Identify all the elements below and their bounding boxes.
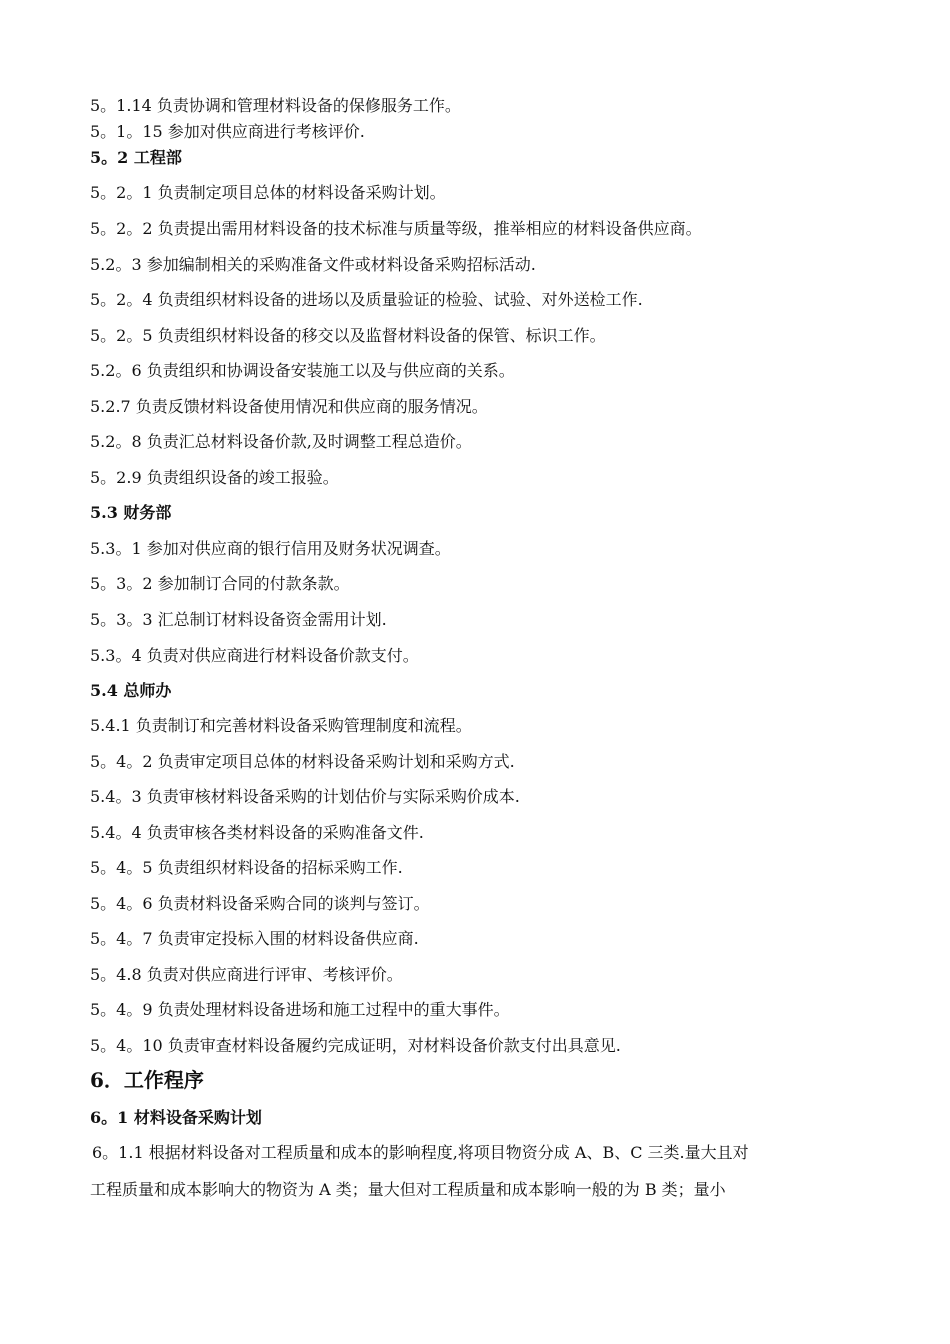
- clause-5-4-5: 5。4。5 负责组织材料设备的招标采购工作.: [90, 858, 403, 877]
- clause-5-3-2: 5。3。2 参加制订合同的付款条款。: [90, 574, 350, 593]
- clause-5-3-1: 5.3。1 参加对供应商的银行信用及财务状况调查。: [90, 539, 451, 558]
- clause-5-4-10: 5。4。10 负责审查材料设备履约完成证明，对材料设备价款支付出具意见.: [90, 1036, 621, 1055]
- clause-5-1-15: 5。1。15 参加对供应商进行考核评价.: [90, 122, 365, 141]
- clause-5-2-8: 5.2。8 负责汇总材料设备价款,及时调整工程总造价。: [90, 432, 472, 451]
- clause-5-2-6: 5.2。6 负责组织和协调设备安装施工以及与供应商的关系。: [90, 361, 515, 380]
- clause-5-4-3: 5.4。3 负责审核材料设备采购的计划估价与实际采购价成本.: [90, 787, 520, 806]
- section-heading-5-3: 5.3 财务部: [90, 503, 172, 522]
- clause-5-2-3: 5.2。3 参加编制相关的采购准备文件或材料设备采购招标活动.: [90, 255, 536, 274]
- subsection-heading-6-1: 6。1 材料设备采购计划: [90, 1108, 262, 1127]
- clause-5-2-7: 5.2.7 负责反馈材料设备使用情况和供应商的服务情况。: [90, 397, 488, 416]
- clause-5-3-3: 5。3。3 汇总制订材料设备资金需用计划.: [90, 610, 387, 629]
- clause-5-2-9: 5。2.9 负责组织设备的竣工报验。: [90, 468, 339, 487]
- clause-5-3-4: 5.3。4 负责对供应商进行材料设备价款支付。: [90, 646, 419, 665]
- clause-5-2-1: 5。2。1 负责制定项目总体的材料设备采购计划。: [90, 183, 446, 202]
- clause-5-4-4: 5.4。4 负责审核各类材料设备的采购准备文件.: [90, 823, 424, 842]
- paragraph-6-1-1-line-1: 6。1.1 根据材料设备对工程质量和成本的影响程度,将项目物资分成 A、B、C 三类.量大且对: [92, 1143, 749, 1162]
- clause-5-1-14: 5。1.14 负责协调和管理材料设备的保修服务工作。: [90, 96, 461, 115]
- clause-5-4-1: 5.4.1 负责制订和完善材料设备采购管理制度和流程。: [90, 716, 472, 735]
- clause-5-2-5: 5。2。5 负责组织材料设备的移交以及监督材料设备的保管、标识工作。: [90, 326, 606, 345]
- clause-5-4-7: 5。4。7 负责审定投标入围的材料设备供应商.: [90, 929, 419, 948]
- clause-5-2-2: 5。2。2 负责提出需用材料设备的技术标准与质量等级，推举相应的材料设备供应商。: [90, 219, 702, 238]
- section-heading-6: 6．工作程序: [90, 1068, 204, 1092]
- clause-5-4-9: 5。4。9 负责处理材料设备进场和施工过程中的重大事件。: [90, 1000, 510, 1019]
- paragraph-6-1-1-line-2: 工程质量和成本影响大的物资为 A 类；量大但对工程质量和成本影响一般的为 B 类；量小: [90, 1180, 726, 1199]
- clause-5-4-8: 5。4.8 负责对供应商进行评审、考核评价。: [90, 965, 403, 984]
- section-heading-5-4: 5.4 总师办: [90, 681, 172, 700]
- clause-5-4-2: 5。4。2 负责审定项目总体的材料设备采购计划和采购方式.: [90, 752, 515, 771]
- section-heading-5-2: 5。2 工程部: [90, 148, 182, 167]
- clause-5-2-4: 5。2。4 负责组织材料设备的进场以及质量验证的检验、试验、对外送检工作.: [90, 290, 643, 309]
- clause-5-4-6: 5。4。6 负责材料设备采购合同的谈判与签订。: [90, 894, 430, 913]
